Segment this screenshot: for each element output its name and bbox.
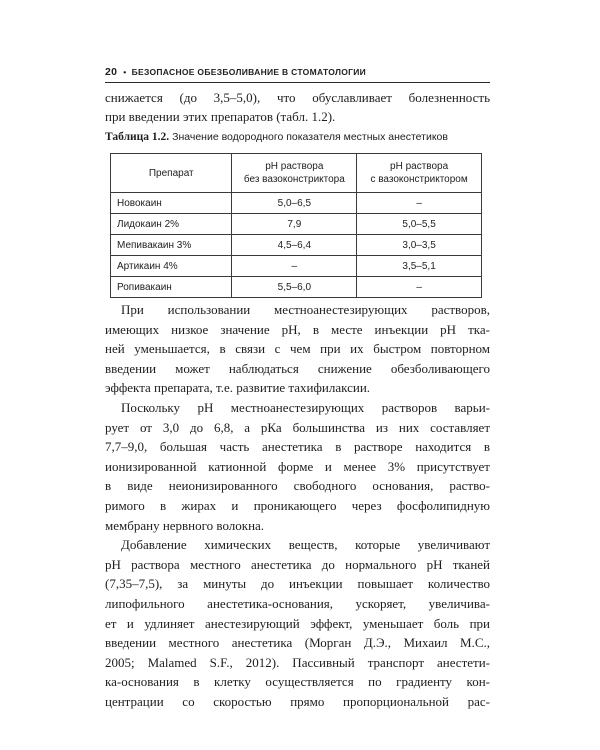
table-row: [111, 193, 482, 214]
table-caption: [105, 131, 490, 143]
table-row: [111, 214, 482, 235]
paragraph: [105, 398, 490, 535]
table-caption-label: Таблица 1.2.: [105, 131, 170, 143]
text-line: ионизированной катионной форме и менее 3% присутствует: [105, 458, 490, 474]
ph-without-cell: –: [232, 256, 357, 277]
table-caption-text: Значение водородного показателя местных анестетиков: [172, 131, 448, 143]
header-line: с вазоконстриктором: [370, 174, 468, 185]
page-number: 20: [105, 66, 118, 78]
paragraph: [105, 535, 490, 711]
column-header-ph-without-vasoconstrictor: [232, 154, 357, 193]
ph-without-cell: 7,9: [232, 214, 357, 235]
running-header: [105, 66, 490, 78]
table-header-row: [111, 154, 482, 193]
header-line: без вазоконстриктора: [243, 174, 345, 185]
text-line: (7,35–7,5), за минуты до инъекции повышает количество: [105, 576, 490, 592]
header-rule: [105, 82, 490, 83]
paragraph: [105, 300, 490, 398]
text-line: 2005; Malamed S.F., 2012). Пассивный транспорт анестети-: [105, 654, 490, 670]
ph-with-cell: –: [357, 193, 482, 214]
text-line: введении местного анестетика (Морган Д.Э., Михаил М.С.,: [105, 635, 490, 651]
text-line: имеющих низкое значение рН, в месте инъекции рН тка-: [105, 321, 490, 337]
text-line: мембрану нервного волокна.: [105, 517, 265, 533]
ph-with-cell: 3,0–3,5: [357, 235, 482, 256]
text-line: введении может наблюдаться снижение обезболивающего: [105, 360, 490, 376]
ph-with-cell: 3,5–5,1: [357, 256, 482, 277]
text-line: 7,7–9,0, большая часть анестетика в растворе находится в: [105, 439, 490, 455]
column-header-drug: Препарат: [111, 154, 232, 193]
text-line: Поскольку рН местноанестезирующих растворов варьи-: [121, 399, 490, 415]
text-line: Добавление химических веществ, которые увеличивают: [121, 537, 490, 553]
ph-with-cell: –: [357, 277, 482, 298]
text-line: При использовании местноанестезирующих растворов,: [121, 302, 490, 317]
text-line: ней уменьшается, в связи с чем при их быстром повторном: [105, 341, 490, 357]
running-title: БЕЗОПАСНОЕ ОБЕЗБОЛИВАНИЕ В СТОМАТОЛОГИИ: [131, 67, 367, 77]
header-separator: •: [123, 67, 127, 77]
ph-table: [110, 153, 482, 298]
ph-without-cell: 5,0–6,5: [232, 193, 357, 214]
table-row: [111, 277, 482, 298]
header-line: рН раствора: [265, 161, 324, 172]
ph-without-cell: 5,5–6,0: [232, 277, 357, 298]
header-line: рН раствора: [390, 161, 449, 172]
text-line: рН раствора местного анестетика до нормального рН тканей: [105, 556, 490, 572]
table-row: [111, 235, 482, 256]
text-line: центрации со скоростью прямо пропорциональной рас-: [105, 693, 490, 709]
text-line: в виде неионизированного свободного основания, раство-: [105, 478, 490, 494]
text-line: ет и удлиняет анестезирующий эффект, уменьшает боль при: [105, 615, 490, 631]
intro-text: [105, 88, 490, 126]
text-line: римого в жирах и проникающего через фосфолипидную: [105, 497, 490, 513]
table-row: [111, 256, 482, 277]
ph-without-cell: 4,5–6,4: [232, 235, 357, 256]
drug-name-cell: Лидокаин 2%: [111, 214, 232, 235]
ph-with-cell: 5,0–5,5: [357, 214, 482, 235]
body-text: [105, 300, 490, 711]
text-line: снижается (до 3,5–5,0), что обуславливает болезненность: [105, 90, 490, 105]
drug-name-cell: Ропивакаин: [111, 277, 232, 298]
text-line: ка-основания в клетку осуществляется по градиенту кон-: [105, 674, 490, 690]
drug-name-cell: Мепивакаин 3%: [111, 235, 232, 256]
drug-name-cell: Новокаин: [111, 193, 232, 214]
text-line: рует от 3,0 до 6,8, а рКа большинства из них составляет: [105, 419, 490, 435]
text-line: эффекта препарата, т.е. развитие тахифилаксии.: [105, 380, 371, 396]
column-header-ph-with-vasoconstrictor: [357, 154, 482, 193]
text-line: липофильного анестетика-основания, ускоряет, увеличива-: [105, 595, 490, 611]
text-line: при введении этих препаратов (табл. 1.2).: [105, 109, 336, 124]
drug-name-cell: Артикаин 4%: [111, 256, 232, 277]
